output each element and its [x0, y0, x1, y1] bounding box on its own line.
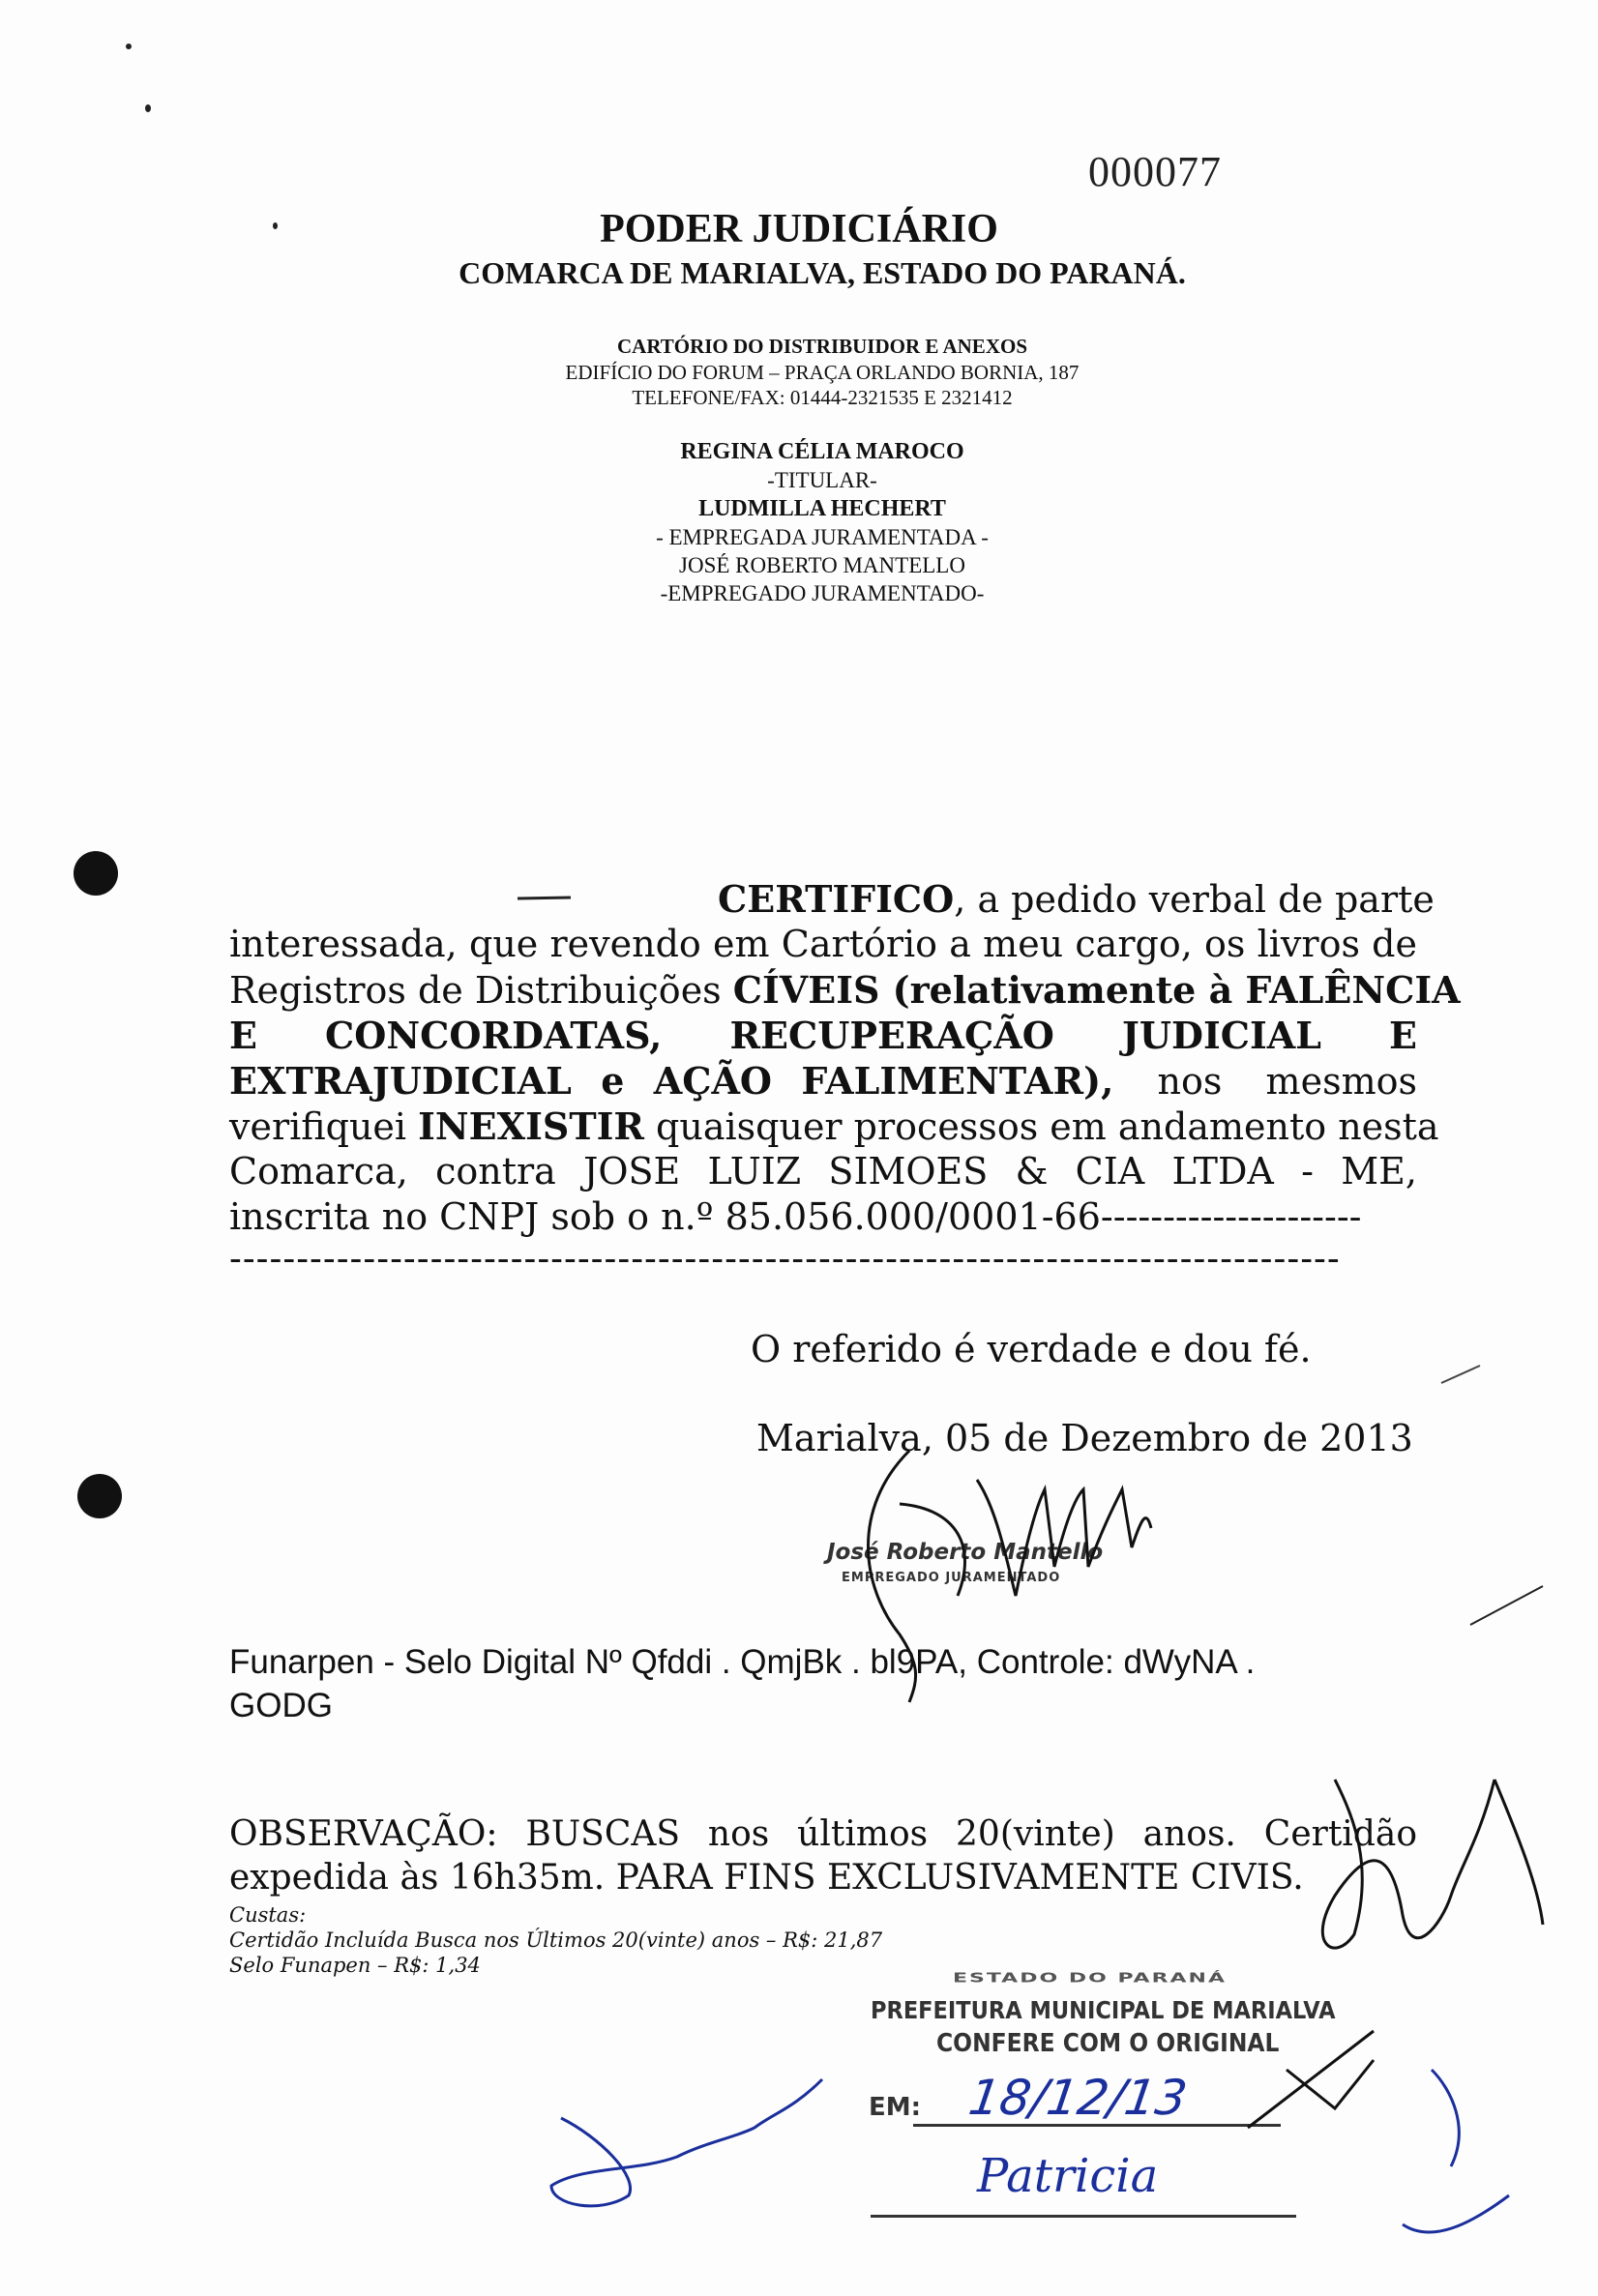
stamp-signature: Patricia — [977, 2149, 1159, 2203]
signature-black-right — [1248, 1780, 1543, 2128]
staff-role-2: - EMPREGADA JURAMENTADA - — [656, 525, 989, 549]
header-office: CARTÓRIO DO DISTRIBUIDOR E ANEXOS — [616, 335, 1027, 358]
cert-line-3-bold: CÍVEIS (relativamente à FALÊNCIA — [732, 968, 1461, 1012]
cert-line-7: Comarca, contra JOSE LUIZ SIMOES & CIA LTDA - ME, — [229, 1150, 1417, 1192]
signature-mantello — [869, 1451, 1152, 1702]
cert-line-5-bold: EXTRAJUDICIAL e AÇÃO FALIMENTAR), — [229, 1059, 1114, 1103]
stamp-state: ESTADO DO PARANÁ — [953, 1971, 1227, 1986]
observation-line-1: OBSERVAÇÃO: BUSCAS nos últimos 20(vinte) anos. Certidão — [229, 1814, 1417, 1854]
stamp-date-value: 18/12/13 — [964, 2070, 1191, 2126]
cert-line-8: inscrita no CNPJ sob o n.º 85.056.000/0001-66--------------------- — [229, 1195, 1362, 1238]
staff-role-3: -EMPREGADO JURAMENTADO- — [660, 581, 985, 605]
cert-line-1-rest: , a pedido verbal de parte — [954, 878, 1435, 921]
header-title: PODER JUDICIÁRIO — [600, 207, 998, 251]
cert-line-9: ----------------------------------------------------------------------------------- — [229, 1237, 1341, 1280]
cert-line-6-prefix: verifiquei — [229, 1105, 419, 1148]
staff-name-3: JOSÉ ROBERTO MANTELLO — [679, 553, 965, 577]
signature-stamp-role: EMPREGADO JURAMENTADO — [842, 1571, 1061, 1585]
stamp-date-label: EM: — [869, 2093, 922, 2122]
staff-name-2: LUDMILLA HECHERT — [698, 496, 946, 521]
cert-line-6-rest: quaisquer processos em andamento nesta — [643, 1105, 1439, 1148]
costs-item-2: Selo Funapen – R$: 1,34 — [229, 1954, 481, 1977]
costs-item-1: Certidão Incluída Busca nos Últimos 20(vinte) anos – R$: 21,87 — [229, 1928, 883, 1952]
pen-mark-right — [1470, 1586, 1543, 1625]
signature-stamp-name: José Roberto Mantello — [827, 1540, 1104, 1565]
costs-label: Custas: — [229, 1903, 307, 1927]
page-number: 000077 — [1088, 148, 1222, 195]
observation-line-2: expedida às 16h35m. PARA FINS EXCLUSIVAMENTE CIVIS. — [229, 1858, 1304, 1898]
signature-blue-left — [551, 2079, 822, 2206]
closing-truth: O referido é verdade e dou fé. — [751, 1328, 1312, 1370]
staff-role-1: -TITULAR- — [767, 468, 877, 492]
header-phone: TELEFONE/FAX: 01444-2321535 E 2321412 — [632, 386, 1013, 409]
funarpen-line-1: Funarpen - Selo Digital Nº Qfddi . QmjBk . bl9PA, Controle: dWyNA . — [229, 1643, 1256, 1681]
cert-line-3-prefix: Registros de Distribuições — [229, 969, 733, 1012]
header-subtitle: COMARCA DE MARIALVA, ESTADO DO PARANÁ. — [459, 255, 1186, 290]
staff-name-1: REGINA CÉLIA MAROCO — [680, 439, 964, 464]
funarpen-line-2: GODG — [229, 1687, 333, 1724]
pen-mark-blue-right — [1403, 2070, 1509, 2232]
cert-line-6-bold: INEXISTIR — [418, 1104, 644, 1148]
cert-line-4: E CONCORDATAS, RECUPERAÇÃO JUDICIAL E — [229, 1014, 1417, 1057]
stamp-confers: CONFERE COM O ORIGINAL — [936, 2029, 1280, 2058]
cert-line-2: interessada, que revendo em Cartório a meu cargo, os livros de — [229, 923, 1417, 965]
stamp-city-hall: PREFEITURA MUNICIPAL DE MARIALVA — [871, 1996, 1336, 2024]
header-address: EDIFÍCIO DO FORUM – PRAÇA ORLANDO BORNIA, 187 — [565, 361, 1080, 384]
cert-line-5-rest: nos mesmos — [1113, 1060, 1417, 1103]
cert-keyword: CERTIFICO — [718, 877, 955, 921]
pen-mark-right-2 — [1441, 1366, 1480, 1383]
closing-date: Marialva, 05 de Dezembro de 2013 — [756, 1417, 1413, 1459]
